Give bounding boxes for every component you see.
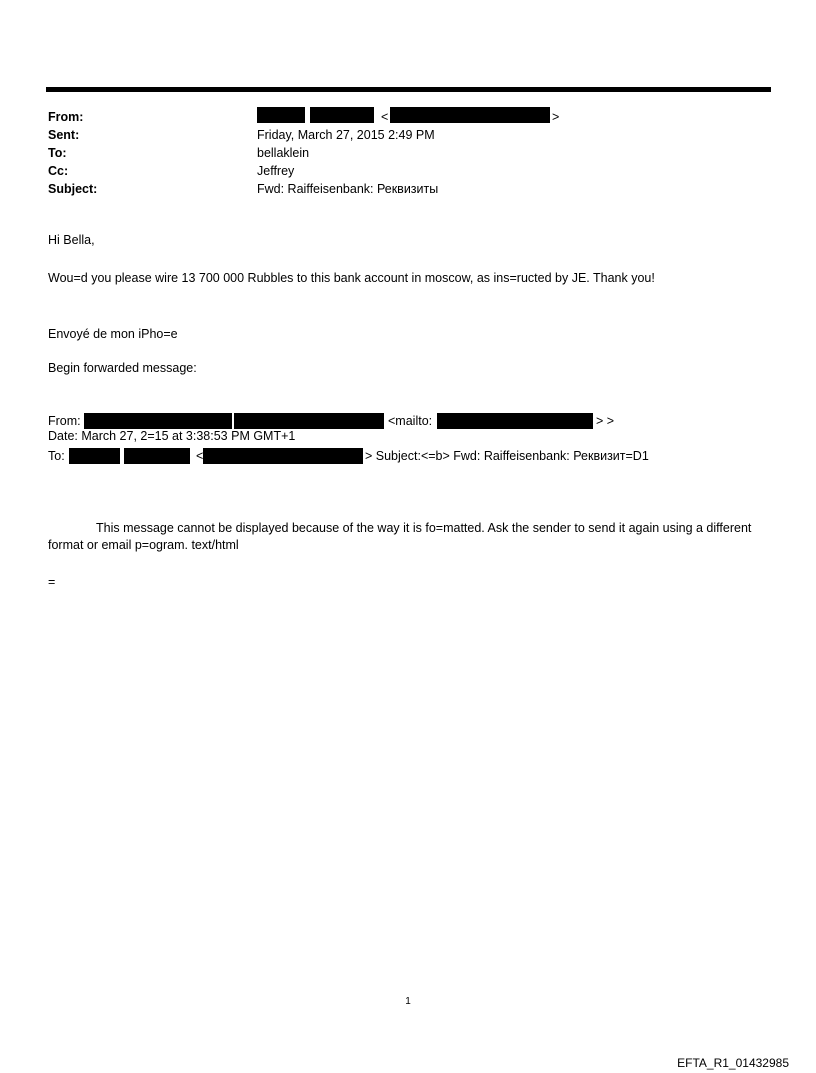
from-label: From: (48, 110, 84, 124)
redacted-forwarded-from-surname (234, 413, 384, 429)
signature: Envoyé de mon iPho=e (48, 327, 178, 341)
forwarded-mailto-close: > > (596, 414, 615, 428)
redacted-from-last-name (310, 107, 374, 123)
sent-label: Sent: (48, 128, 80, 142)
from-email-open: < (381, 110, 389, 124)
header-divider (46, 87, 771, 92)
redacted-forwarded-to-email (203, 448, 363, 464)
redacted-from-email (390, 107, 550, 123)
greeting: Hi Bella, (48, 233, 95, 247)
redacted-from-first-name (257, 107, 305, 123)
to-label: To: (48, 146, 67, 160)
forward-intro: Begin forwarded message: (48, 361, 197, 375)
trailing-equals: = (48, 575, 56, 589)
sent-value: Friday, March 27, 2015 2:49 PM (257, 128, 435, 142)
redacted-forwarded-to-last-name (124, 448, 190, 464)
forwarded-mailto-label: <mailto: (388, 414, 433, 428)
forwarded-subject-line: > Subject:<=b> Fwd: Raiffeisenbank: Реквизит=D1 (365, 449, 649, 463)
forwarded-to-label: To: (48, 449, 65, 463)
page-number: 1 (405, 996, 411, 1007)
redacted-forwarded-email (437, 413, 593, 429)
document-id: EFTA_R1_01432985 (677, 1056, 789, 1070)
message-text: Wou=d you please wire 13 700 000 Rubbles to this bank account in moscow, as ins=ructed by JE. Thank you! (48, 271, 655, 285)
redacted-forwarded-from-name (84, 413, 232, 429)
subject-label: Subject: (48, 182, 98, 196)
forwarded-from-label: From: (48, 414, 81, 428)
forwarded-to-open: < (196, 449, 204, 463)
from-email-close: > (552, 110, 560, 124)
cc-value: Jeffrey (257, 164, 295, 178)
subject-value: Fwd: Raiffeisenbank: Реквизиты (257, 182, 439, 196)
format-notice: This message cannot be displayed because of the way it is fo=matted. Ask the sender to send it again using a different format or email p=ogram. text/html (48, 521, 752, 552)
forwarded-date-line: Date: March 27, 2=15 at 3:38:53 PM GMT+1 (48, 429, 296, 443)
redacted-forwarded-to-first-name (69, 448, 120, 464)
to-value: bellaklein (257, 146, 310, 160)
cc-label: Cc: (48, 164, 69, 178)
